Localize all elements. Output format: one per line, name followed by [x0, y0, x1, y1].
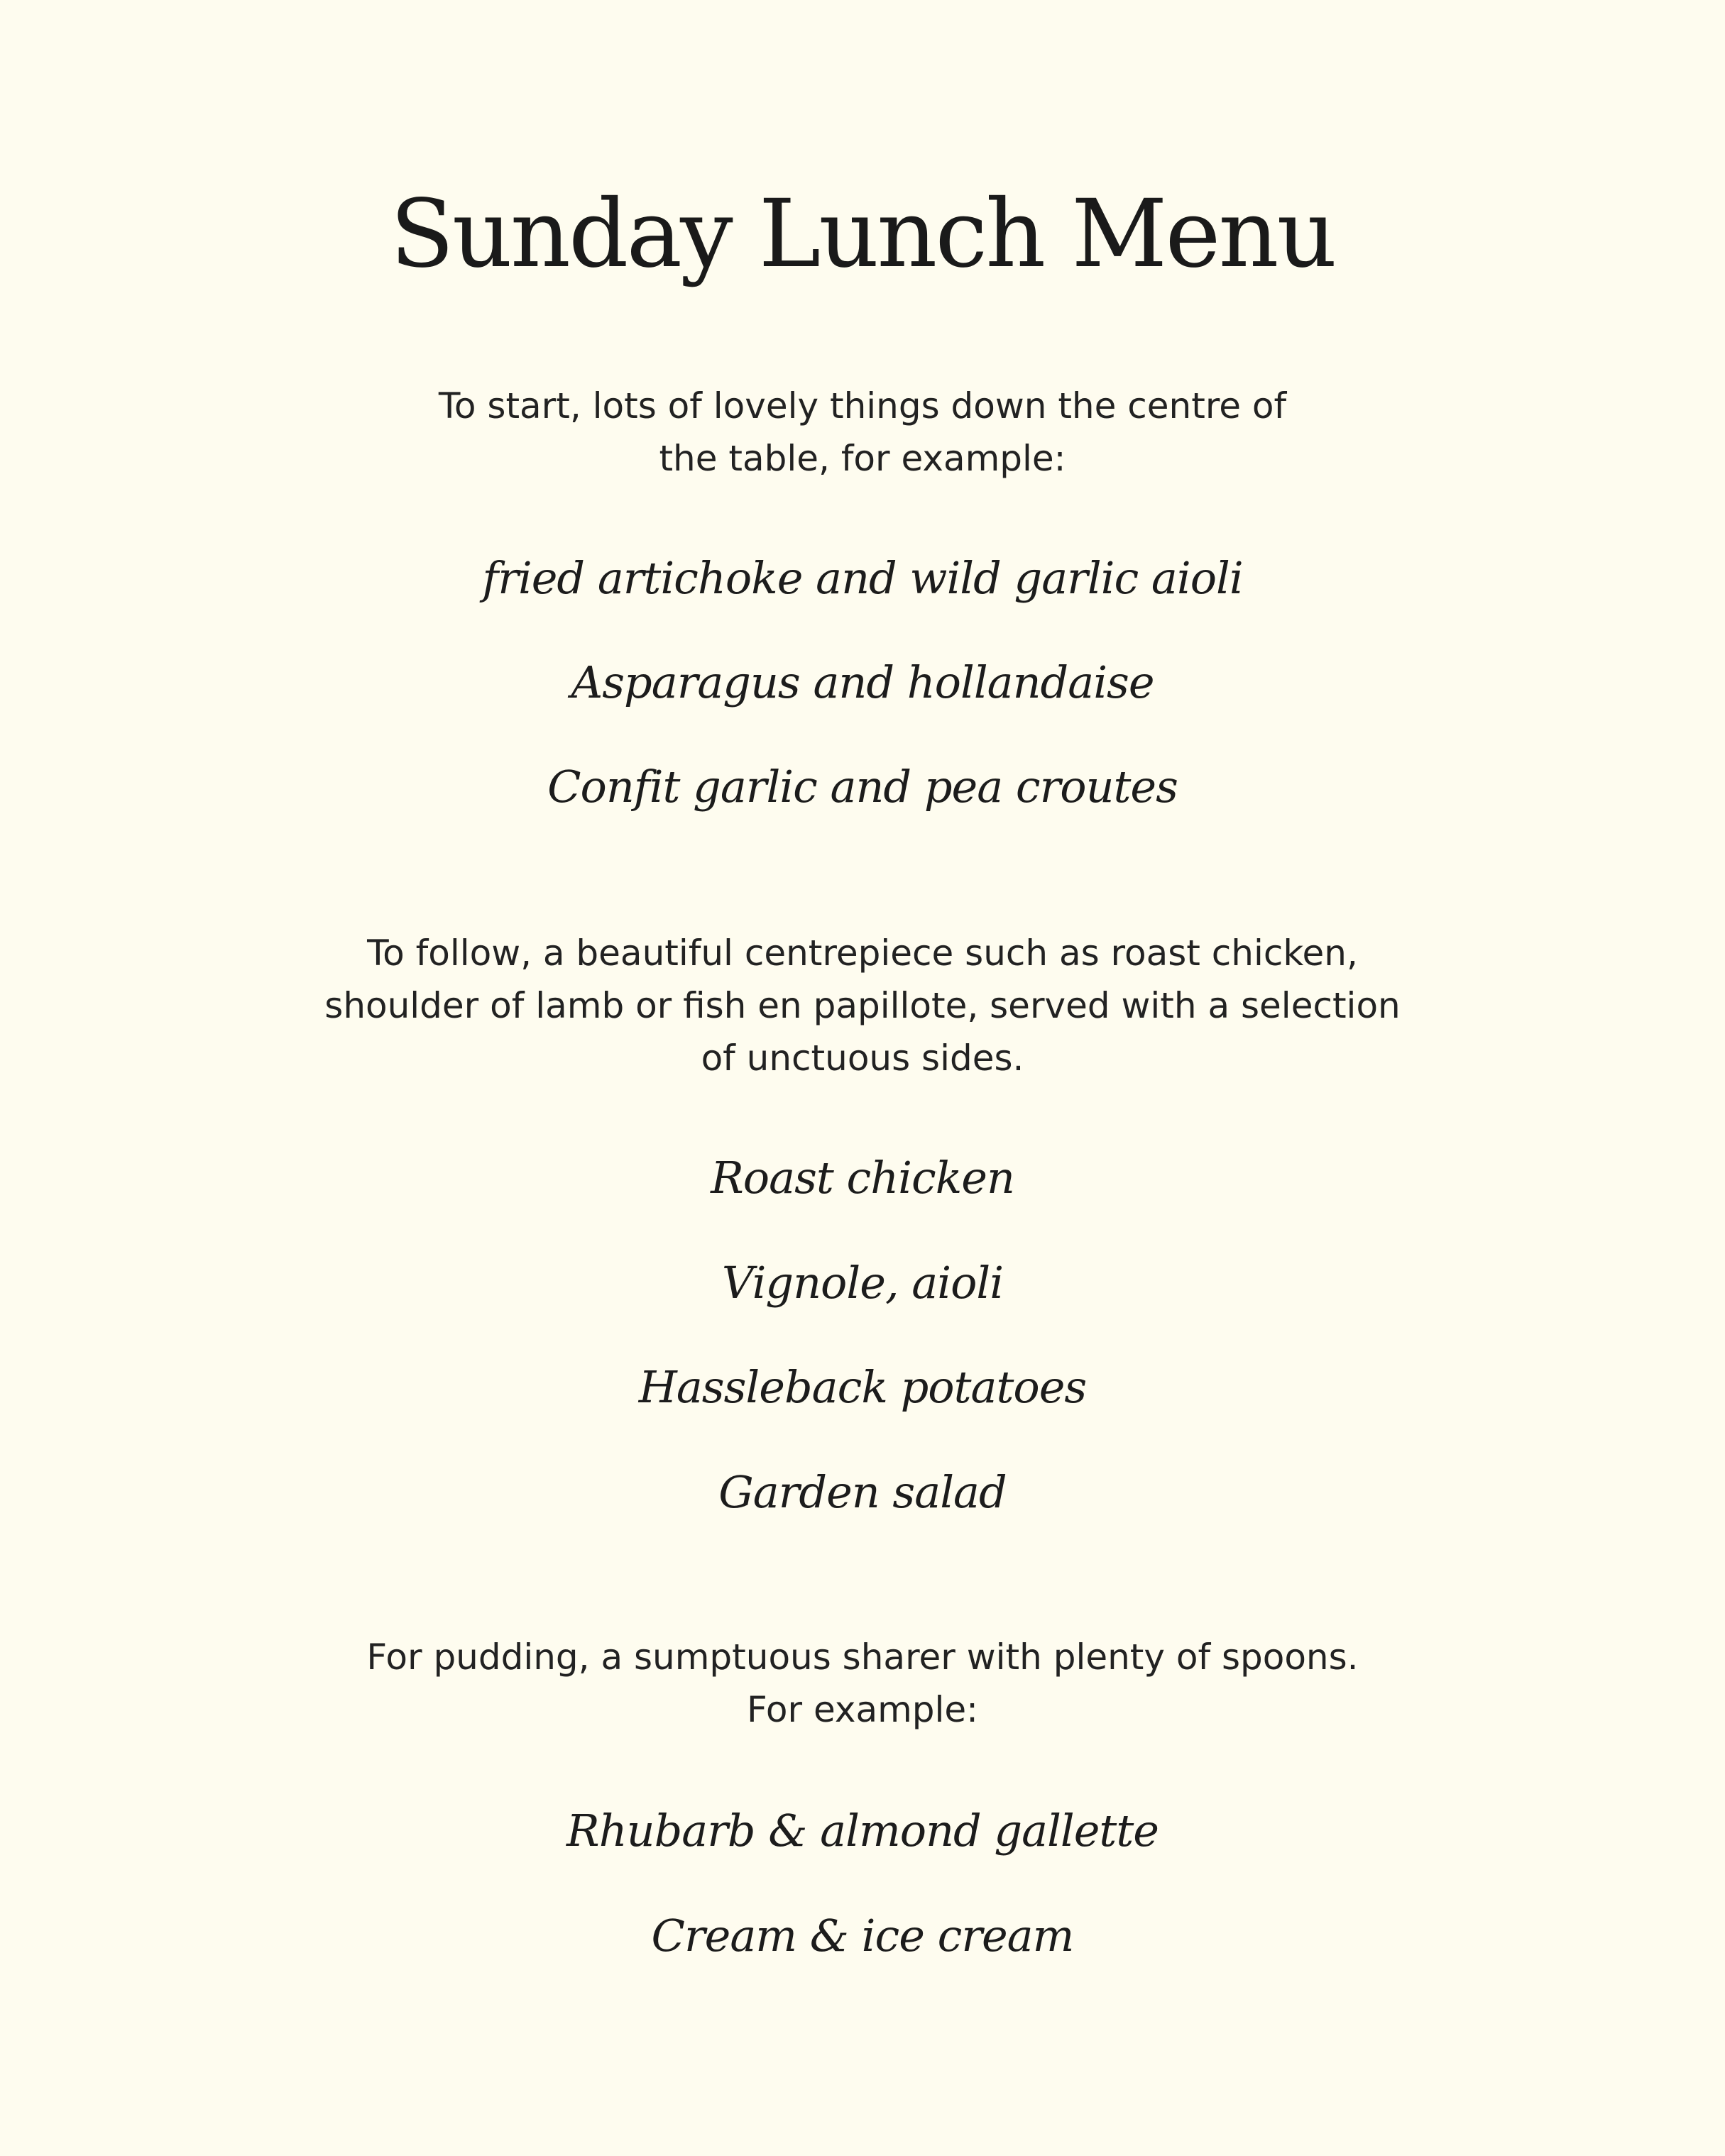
mains-intro	[0, 927, 1725, 1084]
main-item: Garden salad	[718, 1466, 1007, 1518]
starters-intro-line: To start, lots of lovely things down the centre of	[438, 385, 1287, 427]
mains-intro-line: To follow, a beautiful centrepiece such as roast chicken,	[367, 933, 1358, 974]
menu-title: Sunday Lunch Menu	[390, 180, 1335, 289]
starters-intro-line: the table, for example:	[659, 438, 1066, 479]
starter-item: fried artichoke and wild garlic aioli	[482, 552, 1243, 604]
pudding-intro-line: For example:	[746, 1689, 979, 1730]
starter-item: Asparagus and hollandaise	[571, 656, 1154, 708]
starter-item: Confit garlic and pea croutes	[547, 761, 1178, 813]
main-item: Roast chicken	[711, 1152, 1014, 1204]
mains-intro-line: shoulder of lamb or fish en papillote, served with a selection	[324, 985, 1401, 1026]
pudding-intro-line: For pudding, a sumptuous sharer with plenty of spoons.	[366, 1637, 1359, 1678]
starters-intro	[0, 380, 1725, 485]
pudding-item: Cream & ice cream	[651, 1910, 1074, 1962]
pudding-item: Rhubarb & almond gallette	[566, 1805, 1159, 1857]
main-item: Hassleback potatoes	[638, 1361, 1087, 1413]
main-item: Vignole, aioli	[721, 1257, 1004, 1309]
pudding-intro	[0, 1631, 1725, 1736]
mains-intro-line: of unctuous sides.	[701, 1038, 1024, 1079]
